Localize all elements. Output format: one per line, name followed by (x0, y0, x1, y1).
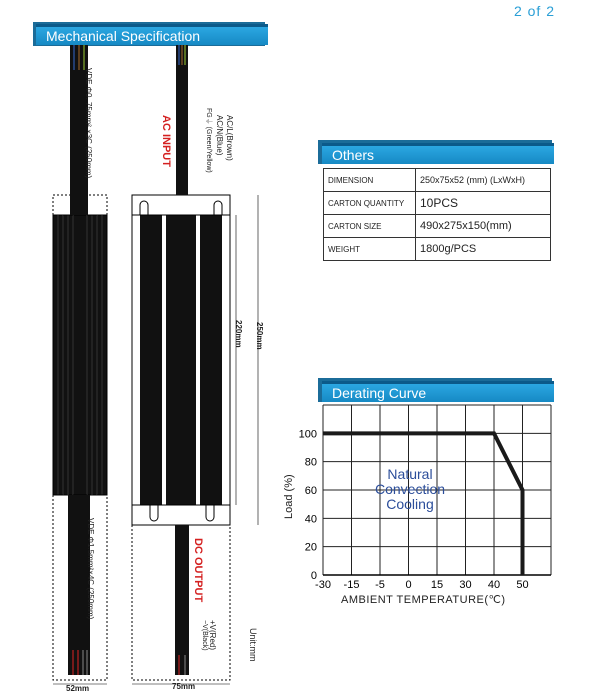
dc-cable-spec: VDE Φ1.5mm²×4C (250mm) (86, 518, 95, 620)
row-label: WEIGHT (324, 238, 416, 261)
annotation-line: Convection (374, 481, 446, 497)
annotation-line: Natural (387, 466, 433, 482)
x-tick-label: 40 (487, 579, 501, 591)
annotation-line: Cooling (386, 496, 434, 512)
dim-250: 250mm (255, 322, 264, 350)
dim-220: 220mm (234, 320, 243, 348)
row-value: 250x75x52 (mm) (LxWxH) (416, 169, 551, 192)
y-tick-label: 100 (298, 428, 317, 441)
row-value: 1800g/PCS (416, 238, 551, 261)
y-tick-label: 0 (310, 570, 317, 582)
row-value: 10PCS (416, 192, 551, 215)
x-axis-label: AMBIENT TEMPERATURE(℃) (341, 594, 506, 606)
y-axis-label: Load (%) (283, 474, 295, 519)
x-tick-label: -15 (343, 579, 360, 591)
unit-label: Unit:mm (248, 628, 258, 662)
ac-input-label: AC INPUT (160, 115, 172, 167)
page-number: 2 of 2 (513, 3, 555, 19)
chart-annotation (355, 467, 465, 512)
x-tick-label: 50 (516, 579, 529, 591)
row-label: DIMENSION (324, 169, 416, 192)
others-header: Others (322, 143, 554, 164)
x-tick-label: 30 (459, 579, 472, 591)
row-label: CARTON SIZE (324, 215, 416, 238)
row-value: 490x275x150(mm) (416, 215, 551, 238)
fg-label: FG⏚ (Green/Yellow) (205, 108, 212, 173)
ac-n-label: AC/N(Blue) (215, 115, 224, 156)
mechanical-spec-header: Mechanical Specification (36, 24, 268, 45)
v-plus-label: +V(Red) (208, 620, 217, 651)
x-tick-label: 0 (405, 579, 412, 591)
y-tick-label: 80 (304, 456, 317, 469)
ac-l-label: AC/L(Brown) (225, 115, 234, 161)
y-tick-label: 20 (304, 541, 317, 554)
x-tick-label: 15 (430, 579, 444, 591)
derating-header: Derating Curve (322, 381, 554, 402)
ac-cable-spec: VDE Φ0. 75mm² ×3C (250mm) (84, 68, 93, 179)
dim-75: 75mm (172, 682, 196, 691)
x-tick-label: -5 (375, 579, 385, 591)
dim-52: 52mm (66, 684, 90, 693)
v-minus-label: −V(Black) (201, 620, 208, 651)
row-label: CARTON QUANTITY (324, 192, 416, 215)
y-tick-label: 60 (304, 485, 317, 497)
dc-output-label: DC OUTPUT (192, 538, 204, 603)
x-tick-label: -30 (315, 579, 331, 591)
y-tick-label: 40 (304, 513, 317, 526)
